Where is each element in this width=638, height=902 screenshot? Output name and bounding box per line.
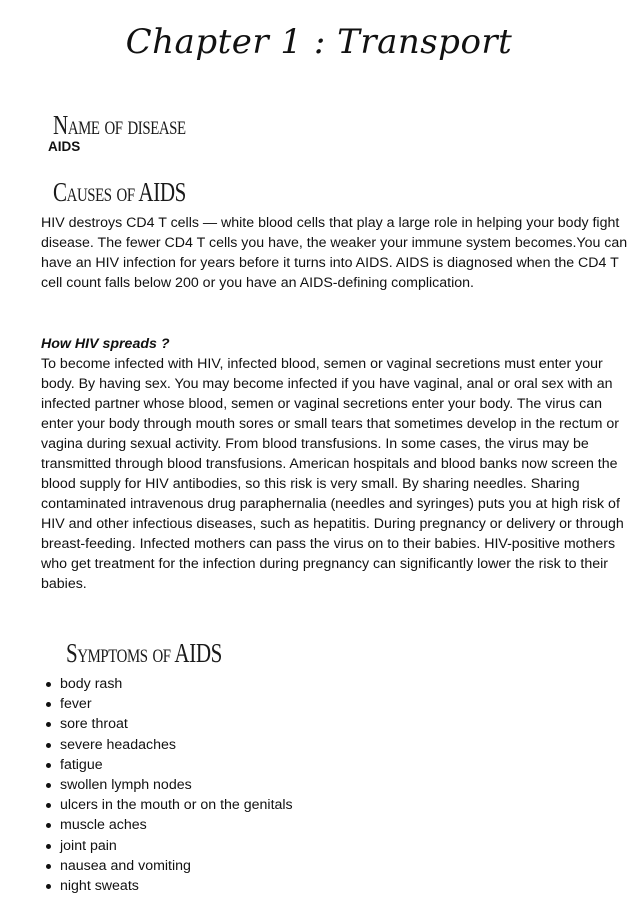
symptom-list-item (41, 856, 293, 876)
symptom-text: severe headaches (60, 736, 176, 753)
bullet-icon (46, 884, 51, 889)
symptom-list-item (41, 775, 293, 795)
bullet-icon (46, 722, 51, 727)
symptom-list-item (41, 735, 293, 755)
bullet-icon (46, 682, 51, 687)
symptom-text: ulcers in the mouth or on the genitals (60, 797, 293, 814)
section-heading-symptoms: Symptoms of AIDS (66, 638, 222, 668)
symptom-text: joint pain (60, 837, 117, 854)
section-heading-name-of-disease: Name of disease (53, 110, 186, 140)
symptom-list-item (41, 714, 293, 734)
symptom-text: fever (60, 696, 92, 713)
bullet-icon (46, 743, 51, 748)
symptom-list-item (41, 674, 293, 694)
symptom-text: swollen lymph nodes (60, 777, 192, 794)
bullet-icon (46, 864, 51, 869)
symptom-text: sore throat (60, 716, 128, 733)
symptom-text: body rash (60, 676, 123, 692)
bullet-icon (46, 783, 51, 788)
bullet-icon (46, 803, 51, 808)
symptom-list-item (41, 836, 293, 856)
symptom-list (41, 674, 293, 896)
symptom-list-item (41, 795, 293, 815)
bullet-icon (46, 844, 51, 849)
chapter-title: Chapter 1 : Transport (125, 22, 513, 62)
symptom-list-item (41, 755, 293, 775)
disease-name-value: AIDS (48, 139, 81, 154)
bullet-icon (46, 823, 51, 828)
symptom-list-item (41, 876, 293, 896)
bullet-icon (46, 763, 51, 768)
symptom-text: muscle aches (60, 817, 147, 834)
symptom-list-item (41, 815, 293, 835)
bullet-icon (46, 702, 51, 707)
symptom-text: nausea and vomiting (60, 857, 191, 874)
symptom-list-item (41, 694, 293, 714)
causes-paragraph: HIV destroys CD4 T cells — white blood cells that play a large role in helping your body fight disease. The fewer CD4 T cells you have, the weaker your immune system becomes.You can have an HIV infection for years before it turns into AIDS. AIDS is diagnosed when the CD4 T cell count falls below 200 or you have an AIDS-defining complication. (41, 215, 628, 291)
section-heading-causes: Causes of AIDS (53, 177, 186, 207)
how-hiv-spreads-subheading: How HIV spreads ? (41, 336, 170, 352)
symptom-text: night sweats (60, 878, 139, 895)
symptom-text: fatigue (60, 756, 103, 773)
how-hiv-spreads-paragraph: To become infected with HIV, infected blood, semen or vaginal secretions must enter your body. By having sex. You may become infected if you have vaginal, anal or oral sex with an infected partner whose blood, semen or vaginal secretions enter your body. The virus can enter your body through mouth sores or small tears that sometimes develop in the rectum or vagina during sexual activity. From blood transfusions. In some cases, the virus may be transmitted through blood transfusions. American hospitals and blood banks now screen the blood supply for HIV antibodies, so this risk is very small. By sharing needles. Sharing contaminated intravenous drug paraphernalia (needles and syringes) puts you at high risk of HIV and other infectious diseases, such as hepatitis. During pregnancy or delivery or through breast-feeding. Infected mothers can pass the virus on to their babies. HIV-positive mothers who get treatment for the infection during pregnancy can significantly lower the risk to their babies. (41, 356, 624, 592)
